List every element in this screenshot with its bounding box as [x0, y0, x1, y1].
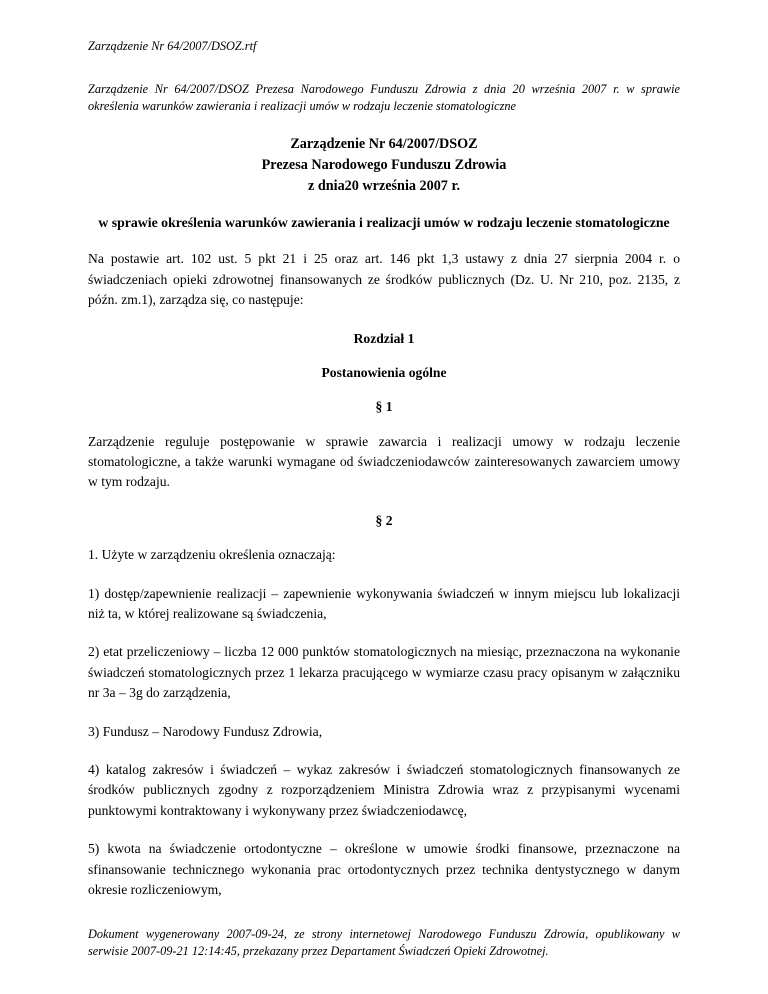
document-filename: Zarządzenie Nr 64/2007/DSOZ.rtf [88, 39, 257, 53]
section-1-paragraph: Zarządzenie reguluje postępowanie w sprawie zawarcia i realizacji umowy w rodzaju leczenie stomatologiczne, a także warunki wymagane od świadczeniodawców zainteresowanych zawarciem umowy w tym rodzaju. [88, 433, 680, 490]
document-title-line-3: z dnia20 września 2007 r. [308, 177, 460, 194]
definition-item-3: 3) Fundusz – Narodowy Fundusz Zdrowia, [88, 723, 323, 739]
definition-item-5: 5) kwota na świadczenie ortodontyczne – określone w umowie środki finansowe, przeznaczone na sfinansowanie technicznego wykonania prac ortodontycznych przez technika dentystycznego w danym okresie rozliczeniowym, [88, 841, 680, 897]
chapter-1-heading: Rozdział 1 [353, 330, 415, 346]
section-2-symbol: § 2 [375, 512, 393, 528]
document-title-line-1: Zarządzenie Nr 64/2007/DSOZ [290, 135, 478, 152]
definition-item-2: 2) etat przeliczeniowy – liczba 12 000 punktów stomatologicznych na miesiąc, przeznaczona na wykonanie świadczeń stomatologicznych przez 1 lekarza pracującego w wymiarze czasu pracy opisanym w załączniku nr 3a – 3g do zarządzenia, [88, 644, 680, 701]
definition-item-4: 4) katalog zakresów i świadczeń – wykaz zakresów i świadczeń stomatologicznych finansowanych ze środków publicznych zgodny z rozporządzeniem Ministra Zdrowia wraz z przypisanymi wycenami punktowymi kontraktowany i wykonywany przez świadczeniodawcę, [88, 761, 680, 818]
document-title-line-2: Prezesa Narodowego Funduszu Zdrowia [261, 156, 507, 173]
document-title [88, 134, 680, 197]
chapter-1-subheading: Postanowienia ogólne [321, 364, 447, 380]
section-2-intro: 1. Użyte w zarządzeniu określenia oznaczają: [88, 547, 336, 563]
document-footer: Dokument wygenerowany 2007-09-24, ze strony internetowej Narodowego Funduszu Zdrowia, opublikowany w serwisie 2007-09-21 12:14:45, przekazany przez Departament Świadczeń Opieki Zdrowotnej. [88, 926, 680, 958]
section-1-symbol: § 1 [375, 399, 393, 415]
document-subtitle: w sprawie określenia warunków zawierania i realizacji umów w rodzaju leczenie stomatologiczne [98, 214, 670, 230]
document-intro-paragraph: Zarządzenie Nr 64/2007/DSOZ Prezesa Narodowego Funduszu Zdrowia z dnia 20 września 2007 r. w sprawie określenia warunków zawierania i realizacji umów w rodzaju leczenie stomatologiczne [88, 82, 680, 114]
legal-basis-paragraph: Na postawie art. 102 ust. 5 pkt 21 i 25 oraz art. 146 pkt 1,3 ustawy z dnia 27 sierpnia 2004 r. o świadczeniach opieki zdrowotnej finansowanych ze środków publicznych (Dz. U. Nr 210, poz. 2135, z późn. zm.1), zarządza się, co następuje: [88, 251, 680, 308]
definition-item-1: 1) dostęp/zapewnienie realizacji – zapewnienie wykonywania świadczeń w innym miejscu lub lokalizacji niż ta, w której realizowane są świadczenia, [88, 585, 680, 622]
